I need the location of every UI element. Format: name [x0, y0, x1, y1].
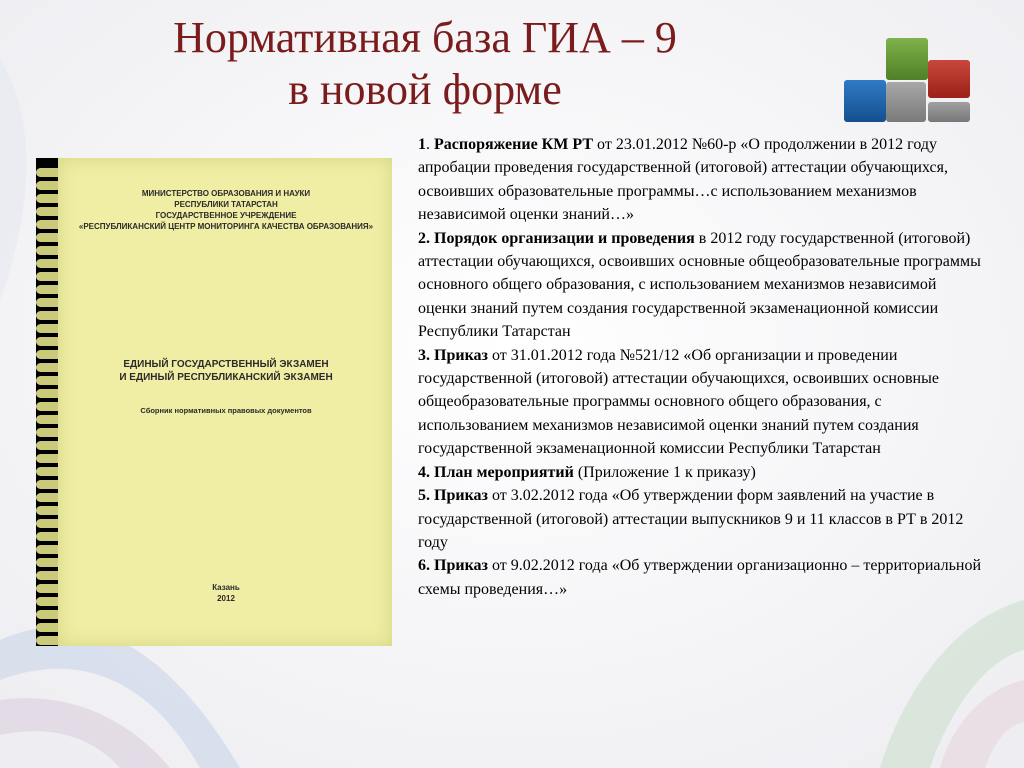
cover-year: 2012 — [217, 594, 235, 603]
list-item — [418, 484, 983, 554]
item-title: Приказ — [434, 557, 488, 575]
item-number: 3 — [418, 346, 426, 364]
cover-title-line-1: ЕДИНЫЙ ГОСУДАРСТВЕННЫЙ ЭКЗАМЕН — [123, 359, 329, 370]
list-item — [418, 344, 983, 461]
cover-subtitle: Сборник нормативных правовых документов — [140, 406, 312, 415]
list-item — [418, 227, 983, 344]
slide-title — [100, 12, 750, 116]
item-title: Приказ — [434, 346, 488, 364]
item-text: в 2012 году государственной (итоговой) аттестации обучающихся, освоивших основные общеобразовательные программы основного общего образования, с использованием механизмов независимой оценки знаний путем создания государственной экзаменационной комиссии Республики Татарстан — [418, 229, 981, 341]
logo-gray-small-square — [928, 102, 970, 122]
cover-org-line: «РЕСПУБЛИКАНСКИЙ ЦЕНТР МОНИТОРИНГА КАЧЕСТВА ОБРАЗОВАНИЯ» — [78, 222, 374, 231]
cover-org-line: МИНИСТЕРСТВО ОБРАЗОВАНИЯ И НАУКИ — [141, 189, 311, 198]
list-item — [418, 461, 983, 484]
item-separator: . — [426, 557, 434, 575]
cover-organization — [76, 188, 376, 232]
document-cover-image — [36, 158, 392, 646]
cover-org-line: РЕСПУБЛИКИ ТАТАРСТАН — [174, 200, 278, 209]
cover-title-line-2: И ЕДИНЫЙ РЕСПУБЛИКАНСКИЙ ЭКЗАМЕН — [119, 372, 333, 383]
logo-green-square — [886, 38, 928, 80]
cover-title — [76, 358, 376, 384]
item-title: Порядок организации и проведения — [434, 229, 695, 247]
item-separator: . — [426, 229, 434, 247]
item-text: от 23.01.2012 №60-р «О продолжении в 2012 году апробации проведения государственной (итоговой) аттестации обучающихся, освоивших образовательные программы…с использованием механизмов независимой оценки знаний…» — [418, 136, 948, 224]
logo-gray-square — [886, 82, 926, 122]
item-number: 6 — [418, 557, 426, 575]
logo-blocks — [836, 34, 976, 134]
item-separator: . — [426, 136, 434, 153]
title-line-1: Нормативная база ГИА – 9 — [173, 13, 677, 62]
item-title: Приказ — [434, 487, 488, 505]
item-separator: . — [426, 487, 434, 505]
list-item — [418, 554, 983, 601]
document-list — [418, 133, 983, 601]
cover-place-year — [76, 582, 376, 604]
cover-city: Казань — [212, 583, 240, 592]
item-title: План мероприятий — [434, 463, 574, 481]
list-item — [418, 133, 983, 227]
item-number: 4 — [418, 463, 426, 481]
item-separator: . — [426, 346, 434, 364]
logo-red-square — [928, 60, 970, 98]
item-text: от 3.02.2012 года «Об утверждении форм заявлений на участие в государственной (итоговой) аттестации выпускников 9 и 11 классов в РТ в 2012 году — [418, 487, 964, 551]
cover-page — [58, 158, 392, 646]
item-text: от 9.02.2012 года «Об утверждении организационно – территориальной схемы проведения…» — [418, 557, 982, 598]
item-number: 1 — [418, 136, 426, 153]
logo-blue-square — [844, 80, 886, 122]
item-number: 5 — [418, 487, 426, 505]
item-number: 2 — [418, 229, 426, 247]
cover-org-line: ГОСУДАРСТВЕННОЕ УЧРЕЖДЕНИЕ — [155, 211, 297, 220]
item-text: (Приложение 1 к приказу) — [573, 463, 756, 481]
item-separator: . — [426, 463, 434, 481]
title-line-2: в новой форме — [288, 65, 562, 114]
item-text: от 31.01.2012 года №521/12 «Об организации и проведении государственной (итоговой) аттестации обучающихся, освоивших основные общеобразовательные программы основного общего образования, с использованием механизмов независимой оценки знаний путем создания государственной экзаменационной комиссии Республики Татарстан — [418, 346, 939, 458]
item-title: Распоряжение КМ РТ — [434, 136, 594, 153]
